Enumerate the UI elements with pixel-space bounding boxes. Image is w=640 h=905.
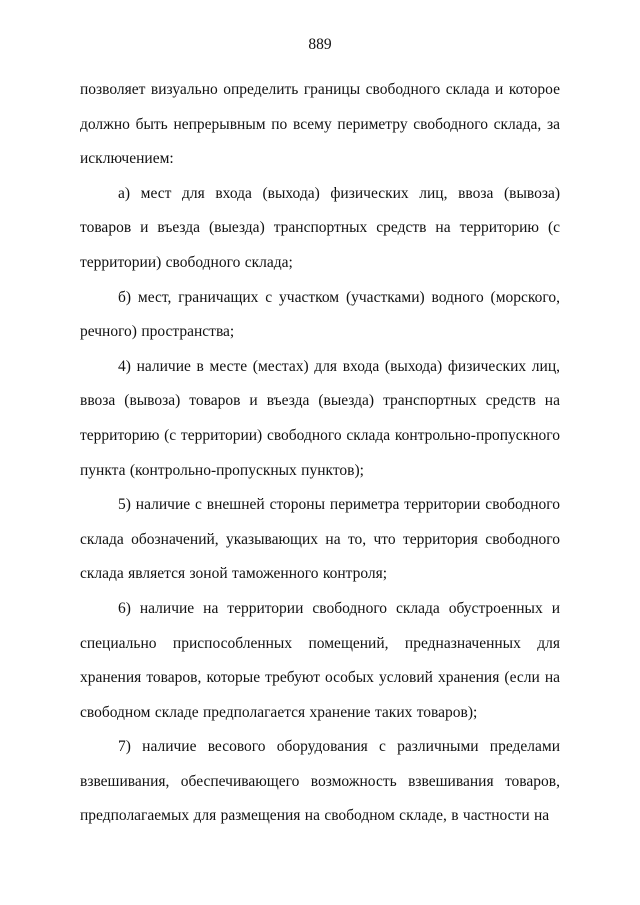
paragraph-item-4: 4) наличие в месте (местах) для входа (выхода) физических лиц, ввоза (вывоза) товаров и въезда (выезда) транспортных средств на территорию (с территории) свободного склада контрольно-пропускного пункта (контрольно-пропускных пунктов); [80,357,560,479]
paragraph-item-7: 7) наличие весового оборудования с различными пределами взвешивания, обеспечивающего возможность взвешивания товаров, предполагаемых для размещения на свободном складе, в частности на [80,738,560,825]
paragraph-item-b: б) мест, граничащих с участком (участками) водного (морского, речного) пространства; [80,288,560,341]
paragraph-item-6: 6) наличие на территории свободного склада обустроенных и специально приспособленных помещений, предназначенных для хранения товаров, которые требуют особых условий хранения (если на свободном складе предполагается хранение таких товаров); [80,599,560,721]
paragraph-item-a: а) мест для входа (выхода) физических лиц, ввоза (вывоза) товаров и въезда (выезда) транспортных средств на территорию (с территории) свободного склада; [80,184,560,271]
paragraph-continuation: позволяет визуально определить границы свободного склада и которое должно быть непрерывным по всему периметру свободного склада, за исключением: [80,81,560,168]
document-body [80,73,560,834]
page-number: 889 [308,36,332,53]
paragraph-item-5: 5) наличие с внешней стороны периметра территории свободного склада обозначений, указывающих на то, что территория свободного склада является зоной таможенного контроля; [80,496,560,583]
